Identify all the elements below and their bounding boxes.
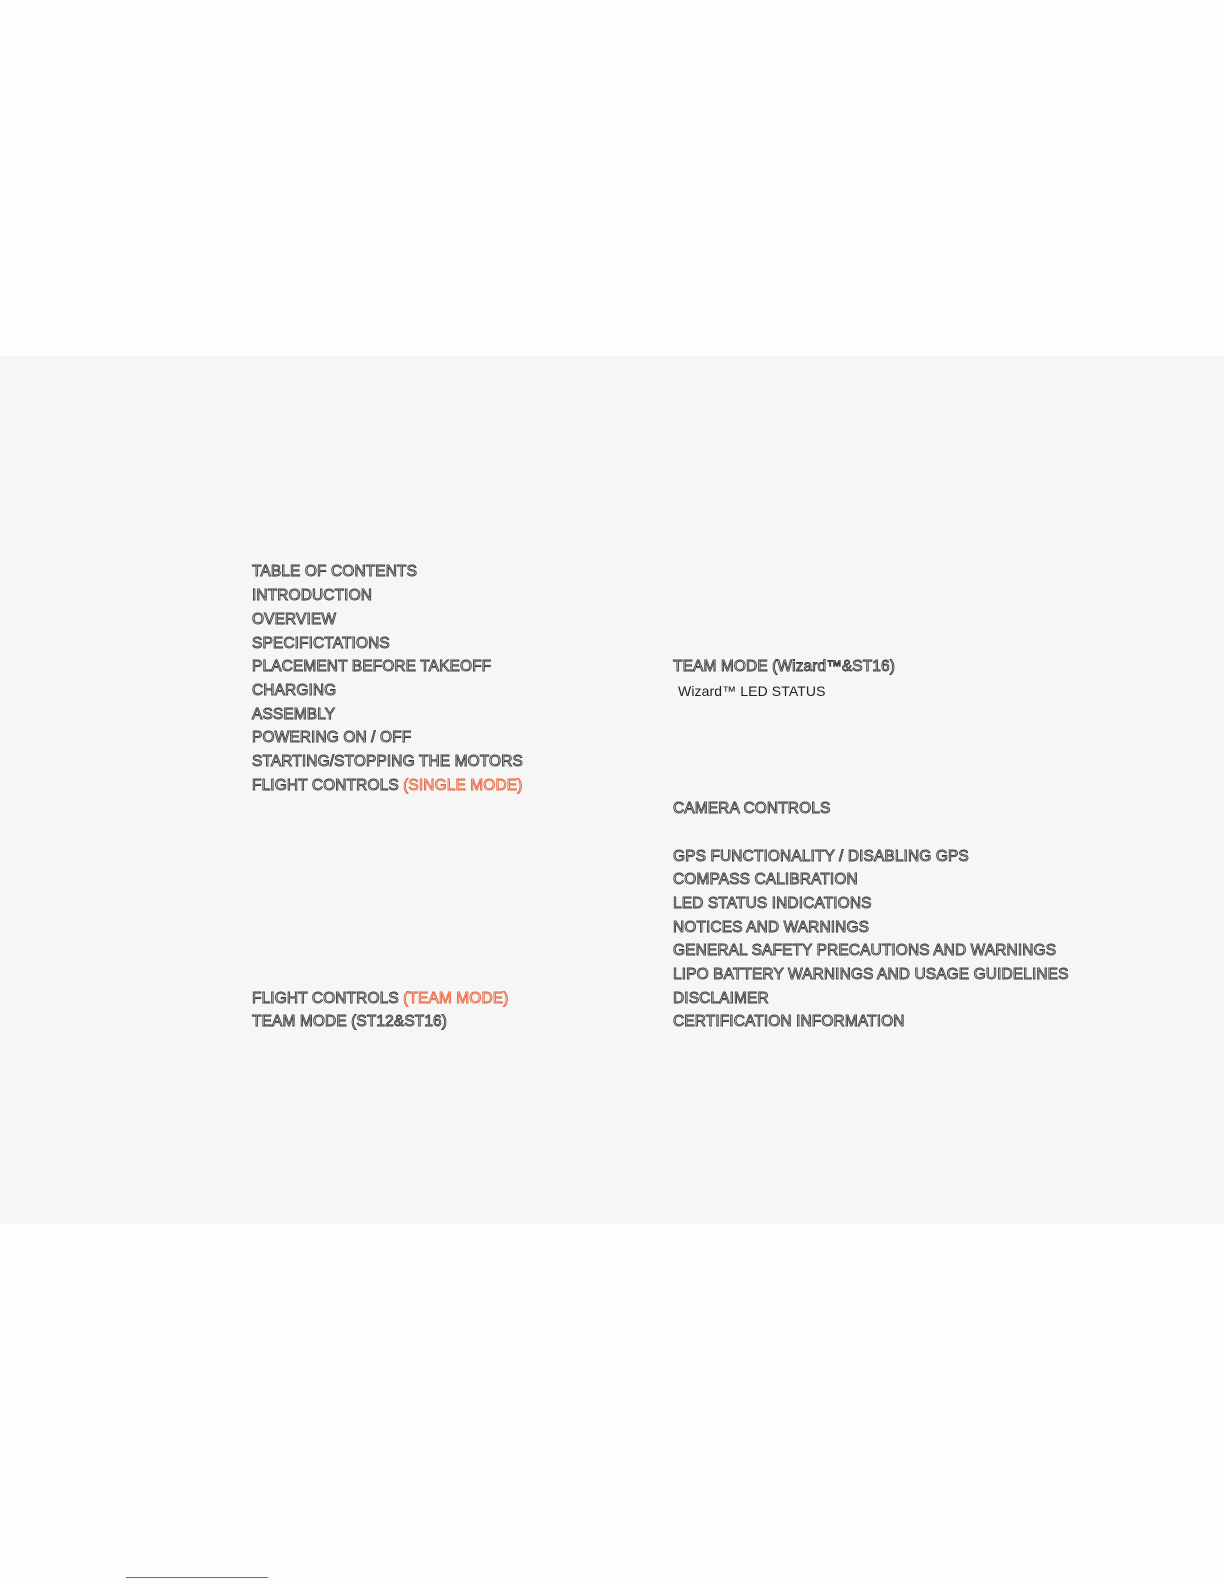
toc-entry-team-mode-wizard-st16[interactable] (673, 657, 895, 677)
toc-entry-introduction[interactable] (252, 586, 372, 606)
toc-entry-label: ASSEMBLY (252, 706, 336, 723)
toc-entry-label: LED STATUS INDICATIONS (673, 895, 872, 912)
toc-entry-label: SPECIFICTATIONS (252, 635, 390, 652)
toc-entry-label: TEAM MODE (Wizard™&ST16) (673, 658, 896, 675)
toc-entry-camera-controls[interactable] (673, 799, 830, 819)
toc-entry-label: POWERING ON / OFF (252, 729, 412, 746)
toc-entry-compass-calibration[interactable] (673, 870, 858, 890)
toc-entry-label: PLACEMENT BEFORE TAKEOFF (252, 658, 492, 675)
toc-entry-lipo-battery-warnings[interactable] (673, 965, 1069, 985)
toc-entry-label: OVERVIEW (252, 611, 337, 628)
toc-entry-label: TEAM MODE (ST12&ST16) (252, 1013, 448, 1030)
toc-entry-label: TABLE OF CONTENTS (252, 563, 418, 580)
toc-entry-table-of-contents (252, 562, 417, 582)
footer-link-underline (126, 1577, 268, 1578)
toc-entry-flight-controls-single-mode[interactable] (252, 776, 522, 796)
toc-entry-label: NOTICES AND WARNINGS (673, 919, 870, 936)
toc-entry-label: GENERAL SAFETY PRECAUTIONS AND WARNINGS (673, 942, 1057, 959)
toc-entry-accent: (TEAM MODE) (403, 990, 509, 1007)
toc-entry-placement-before-takeoff[interactable] (252, 657, 491, 677)
toc-entry-notices-and-warnings[interactable] (673, 918, 869, 938)
toc-entry-starting-stopping-motors[interactable] (252, 752, 523, 772)
toc-entry-label: DISCLAIMER (673, 990, 769, 1007)
toc-entry-label: INTRODUCTION (252, 587, 373, 604)
toc-entry-charging[interactable] (252, 681, 336, 701)
toc-entry-disclaimer[interactable] (673, 989, 769, 1009)
toc-entry-flight-controls-team-mode[interactable] (252, 989, 508, 1009)
toc-entry-label: FLIGHT CONTROLS (252, 777, 404, 794)
toc-entry-label: FLIGHT CONTROLS (252, 990, 404, 1007)
content-band (0, 356, 1224, 1224)
toc-entry-specifications[interactable] (252, 634, 390, 654)
toc-entry-label: LIPO BATTERY WARNINGS AND USAGE GUIDELINES (673, 966, 1069, 983)
toc-entry-label: STARTING/STOPPING THE MOTORS (252, 753, 523, 770)
toc-entry-label: CERTIFICATION INFORMATION (673, 1013, 905, 1030)
toc-entry-label: CHARGING (252, 682, 337, 699)
toc-entry-certification-information[interactable] (673, 1012, 905, 1032)
toc-entry-wizard-led-status[interactable] (678, 681, 826, 701)
toc-entry-accent: (SINGLE MODE) (403, 777, 523, 794)
toc-entry-powering-on-off[interactable] (252, 728, 411, 748)
toc-entry-led-status-indications[interactable] (673, 894, 872, 914)
toc-entry-team-mode-st12-st16[interactable] (252, 1012, 447, 1032)
toc-entry-gps-functionality[interactable] (673, 847, 969, 867)
toc-entry-label: Wizard™ LED STATUS (678, 683, 826, 699)
toc-entry-assembly[interactable] (252, 705, 335, 725)
toc-entry-label: GPS FUNCTIONALITY / DISABLING GPS (673, 848, 969, 865)
toc-entry-general-safety-precautions[interactable] (673, 941, 1056, 961)
toc-entry-label: CAMERA CONTROLS (673, 800, 831, 817)
toc-entry-label: COMPASS CALIBRATION (673, 871, 858, 888)
toc-entry-overview[interactable] (252, 610, 336, 630)
